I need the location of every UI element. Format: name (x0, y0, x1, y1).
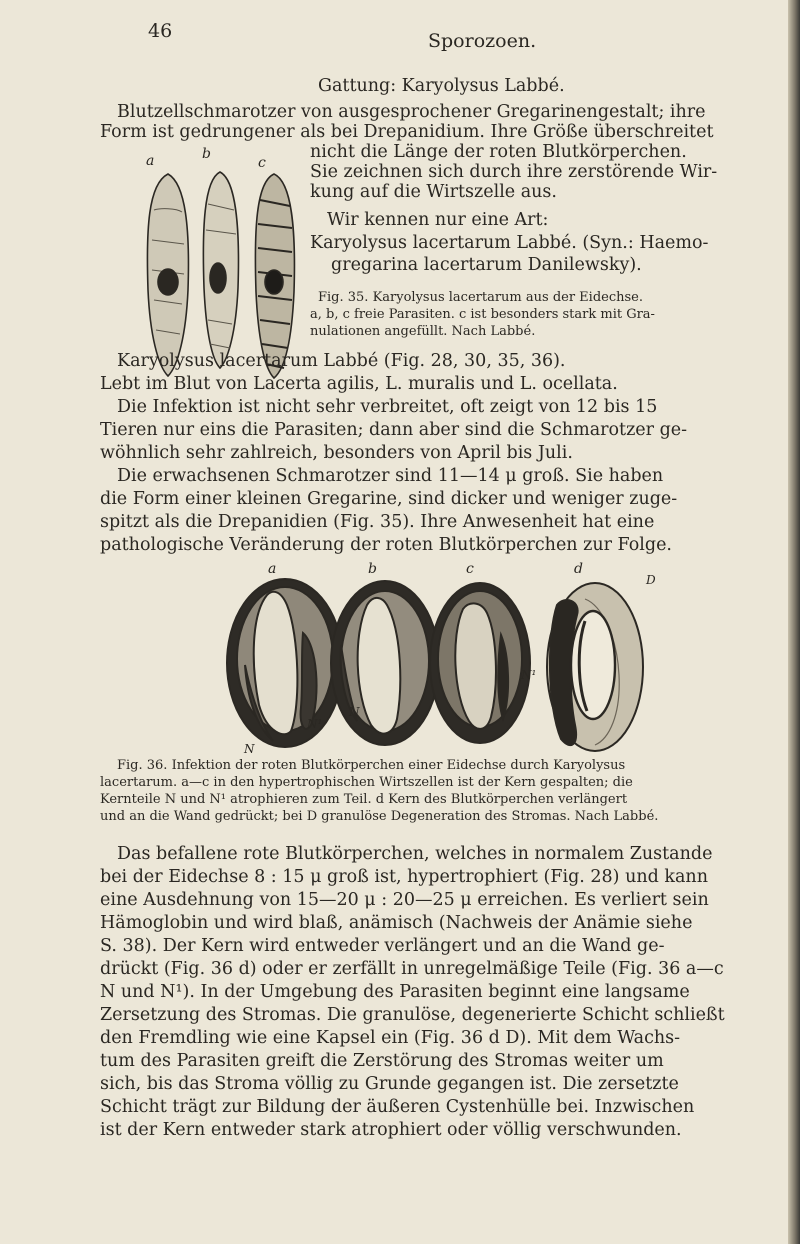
body-line: den Fremdling wie eine Kapsel ein (Fig. 36 d D). Mit dem Wachs- (100, 1028, 681, 1048)
fig36-marker-n1-a: N¹ (307, 717, 323, 731)
blood-cell-a (227, 579, 343, 747)
species-line: Karyolysus lacertarum Labbé. (Syn.: Haemo- (310, 233, 709, 253)
fig36-caption-line: Fig. 36. Infektion der roten Blutkörperchen einer Eidechse durch Karyolysus (117, 758, 626, 773)
body-line: tum des Parasiten greift die Zerstörung des Stromas weiter um (100, 1051, 664, 1071)
body-line: Zersetzung des Stromas. Die granulöse, degenerierte Schicht schließt (100, 1005, 725, 1025)
body-line: pathologische Veränderung der roten Blutkörperchen zur Folge. (100, 535, 672, 555)
parasite-c (255, 174, 294, 378)
fig36-marker-n-b: N (349, 705, 360, 719)
fig35-caption-line: nulationen angefüllt. Nach Labbé. (310, 324, 536, 339)
fig36-caption-line: lacertarum. a—c in den hypertrophischen Wirtszellen ist der Kern gespalten; die (100, 775, 633, 790)
fig35-label-c: c (258, 155, 266, 171)
body-line: Das befallene rote Blutkörperchen, welches in normalem Zustande (117, 844, 713, 864)
fig36-caption-line: und an die Wand gedrückt; bei D granulöse Degeneration des Stromas. Nach Labbé. (100, 809, 659, 824)
genus-heading: Gattung: Karyolysus Labbé. (318, 76, 565, 96)
blood-cell-c (430, 583, 530, 743)
fig36-illustration (225, 575, 655, 760)
parasite-a (147, 174, 188, 376)
body-line: ist der Kern entweder stark atrophiert oder völlig verschwunden. (100, 1120, 682, 1140)
body-line: N und N¹). In der Umgebung des Parasiten beginnt eine langsame (100, 982, 690, 1002)
blood-cell-d (547, 583, 643, 751)
body-line: sich, bis das Stroma völlig zu Grunde gegangen ist. Die zersetzte (100, 1074, 679, 1094)
body-line: Lebt im Blut von Lacerta agilis, L. muralis und L. ocellata. (100, 374, 618, 394)
body-line: Hämoglobin und wird blaß, anämisch (Nachweis der Anämie siehe (100, 913, 693, 933)
fig36-label-c: c (466, 561, 474, 577)
parasite-b (203, 172, 238, 368)
fig36-marker-n-bottom: N (244, 742, 255, 756)
book-spine-edge (788, 0, 800, 1244)
fig36-caption-line: Kernteile N und N¹ atrophieren zum Teil. d Kern des Blutkörperchen verlängert (100, 792, 628, 807)
body-line: eine Ausdehnung von 15—20 μ : 20—25 μ erreichen. Es verliert sein (100, 890, 709, 910)
fig36-marker-d: D (646, 573, 656, 587)
fig35-label-b: b (202, 146, 211, 162)
fig36-label-a: a (268, 561, 277, 577)
body-line: bei der Eidechse 8 : 15 μ groß ist, hypertrophiert (Fig. 28) und kann (100, 867, 708, 887)
intro-line: Blutzellschmarotzer von ausgesprochener Gregarinengestalt; ihre (117, 102, 706, 122)
species-line: gregarina lacertarum Danilewsky). (331, 255, 642, 275)
body-line: drückt (Fig. 36 d) oder er zerfällt in unregelmäßige Teile (Fig. 36 a—c (100, 959, 724, 979)
fig36-label-b: b (368, 561, 377, 577)
blood-cell-b (331, 581, 439, 745)
species-line: Wir kennen nur eine Art: (327, 210, 549, 230)
body-line: Tieren nur eins die Parasiten; dann aber sind die Schmarotzer ge- (100, 420, 688, 440)
fig35-caption-line: a, b, c freie Parasiten. c ist besonders stark mit Gra- (310, 307, 655, 322)
fig36-label-d: d (574, 561, 583, 577)
wrap-line: nicht die Länge der roten Blutkörperchen. (310, 142, 687, 162)
running-head: Sporozoen. (428, 30, 537, 52)
body-line: spitzt als die Drepanidien (Fig. 35). Ihre Anwesenheit hat eine (100, 512, 655, 532)
body-line: Die erwachsenen Schmarotzer sind 11—14 μ groß. Sie haben (117, 466, 664, 486)
body-line: wöhnlich sehr zahlreich, besonders von April bis Juli. (100, 443, 573, 463)
page-number: 46 (148, 20, 173, 42)
body-line: Schicht trägt zur Bildung der äußeren Cystenhülle bei. Inzwischen (100, 1097, 695, 1117)
fig35-caption-line: Fig. 35. Karyolysus lacertarum aus der Eidechse. (318, 290, 643, 305)
body-line: Die Infektion ist nicht sehr verbreitet, oft zeigt von 12 bis 15 (117, 397, 658, 417)
species-heading: Karyolysus lacertarum Labbé (Fig. 28, 30, 35, 36). (117, 351, 566, 371)
body-line: S. 38). Der Kern wird entweder verlängert und an die Wand ge- (100, 936, 665, 956)
body-line: die Form einer kleinen Gregarine, sind dicker und weniger zuge- (100, 489, 678, 509)
fig35-label-a: a (146, 153, 155, 169)
fig36-marker-n1-c: N¹ (521, 668, 537, 682)
intro-line: Form ist gedrungener als bei Drepanidium. Ihre Größe überschreitet (100, 122, 714, 142)
wrap-line: Sie zeichnen sich durch ihre zerstörende Wir- (310, 162, 718, 182)
wrap-line: kung auf die Wirtszelle aus. (310, 182, 557, 202)
